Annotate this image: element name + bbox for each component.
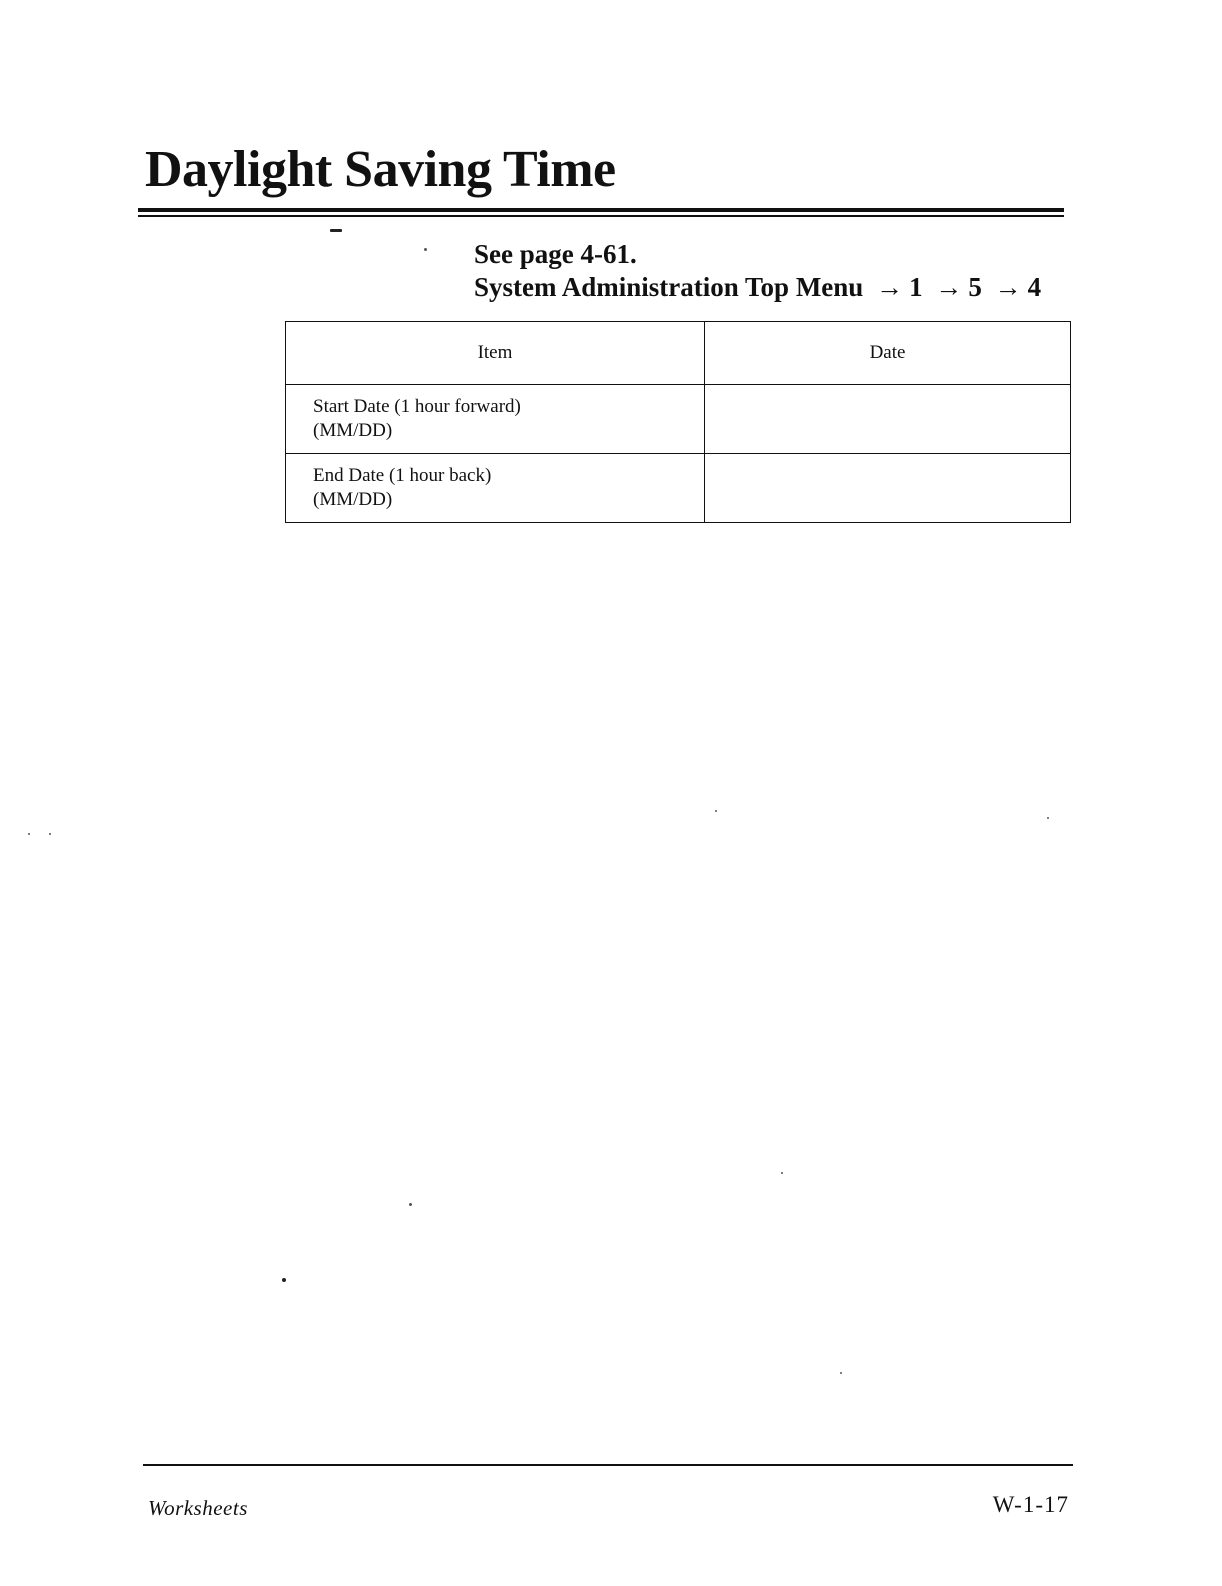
arrow-right-icon: → — [876, 272, 904, 302]
footer-rule — [143, 1464, 1073, 1466]
scan-speck — [424, 248, 427, 251]
menu-path-step: 5 — [968, 272, 982, 302]
scan-speck — [840, 1372, 842, 1374]
column-header-date: Date — [705, 322, 1071, 385]
menu-path-label: System Administration Top Menu — [474, 272, 864, 302]
title-rule-thin — [138, 215, 1064, 217]
scan-speck — [330, 229, 342, 232]
item-cell-start-date — [286, 385, 705, 454]
item-label: Start Date (1 hour forward) — [313, 396, 521, 417]
item-cell-end-date — [286, 454, 705, 523]
date-cell-end[interactable] — [705, 454, 1071, 523]
arrow-right-icon: → — [994, 272, 1022, 302]
see-page-reference: See page 4-61. — [474, 239, 637, 269]
arrow-right-icon: → — [935, 272, 963, 302]
table-row — [286, 385, 1071, 454]
menu-path-step: 1 — [909, 272, 923, 302]
scan-speck — [715, 810, 717, 812]
scan-speck — [1047, 817, 1049, 819]
reference-block — [474, 238, 1041, 304]
table-header-row — [286, 322, 1071, 385]
dst-worksheet-table — [285, 321, 1071, 523]
item-format: (MM/DD) — [313, 420, 393, 441]
scan-speck — [282, 1278, 286, 1282]
table-row — [286, 454, 1071, 523]
scan-speck — [781, 1172, 783, 1174]
column-header-item: Item — [286, 322, 705, 385]
title-rule-thick — [138, 208, 1064, 212]
date-cell-start[interactable] — [705, 385, 1071, 454]
menu-path-step: 4 — [1027, 272, 1042, 302]
scan-speck — [49, 833, 51, 835]
scan-speck — [409, 1203, 412, 1206]
item-label: End Date (1 hour back) — [313, 465, 492, 486]
footer-page-number: W-1-17 — [992, 1492, 1069, 1517]
item-format: (MM/DD) — [313, 489, 393, 510]
footer-section-name: Worksheets — [148, 1496, 248, 1520]
scan-speck — [28, 833, 30, 835]
menu-path — [474, 271, 1041, 304]
page-title: Daylight Saving Time — [145, 141, 616, 198]
